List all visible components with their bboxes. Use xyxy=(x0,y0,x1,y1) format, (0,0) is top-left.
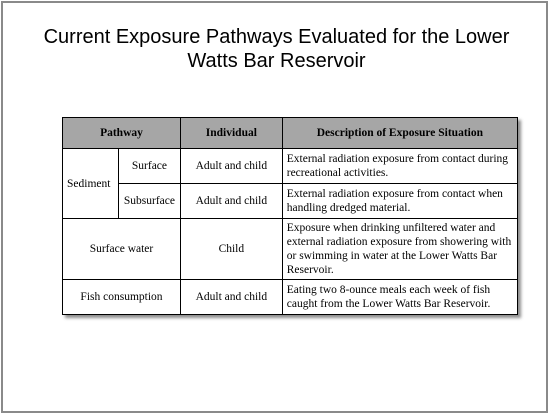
slide-title xyxy=(3,25,550,73)
cell-pathway-sediment: Sediment xyxy=(63,149,119,219)
slide xyxy=(1,1,548,413)
cell-description: External radiation exposure from contact when handling dredged material. xyxy=(282,184,517,219)
cell-sub-pathway-subsurface: Subsurface xyxy=(118,184,180,219)
header-description: Description of Exposure Situation xyxy=(282,118,517,149)
slide-title-line-1: Current Exposure Pathways Evaluated for the Lower xyxy=(43,26,510,48)
slide-title-line-2: Watts Bar Reservoir xyxy=(187,50,366,72)
cell-description: Exposure when drinking unfiltered water and external radiation exposure from showering with or swimming in water at the Lower Watts Bar Reservoir. xyxy=(282,219,517,280)
table-header-row xyxy=(63,118,518,149)
cell-individual: Adult and child xyxy=(180,184,282,219)
cell-sub-pathway-surface: Surface xyxy=(118,149,180,184)
cell-description: Eating two 8-ounce meals each week of fish caught from the Lower Watts Bar Reservoir. xyxy=(282,280,517,315)
header-individual: Individual xyxy=(180,118,282,149)
table-row xyxy=(63,219,518,280)
cell-individual: Adult and child xyxy=(180,280,282,315)
cell-individual: Adult and child xyxy=(180,149,282,184)
table-row xyxy=(63,280,518,315)
exposure-pathways-table xyxy=(62,117,518,315)
header-pathway: Pathway xyxy=(63,118,181,149)
cell-pathway-fish-consumption: Fish consumption xyxy=(63,280,181,315)
cell-individual: Child xyxy=(180,219,282,280)
table-row xyxy=(63,149,518,184)
table-row xyxy=(63,184,518,219)
cell-description: External radiation exposure from contact during recreational activities. xyxy=(282,149,517,184)
cell-pathway-surface-water: Surface water xyxy=(63,219,181,280)
